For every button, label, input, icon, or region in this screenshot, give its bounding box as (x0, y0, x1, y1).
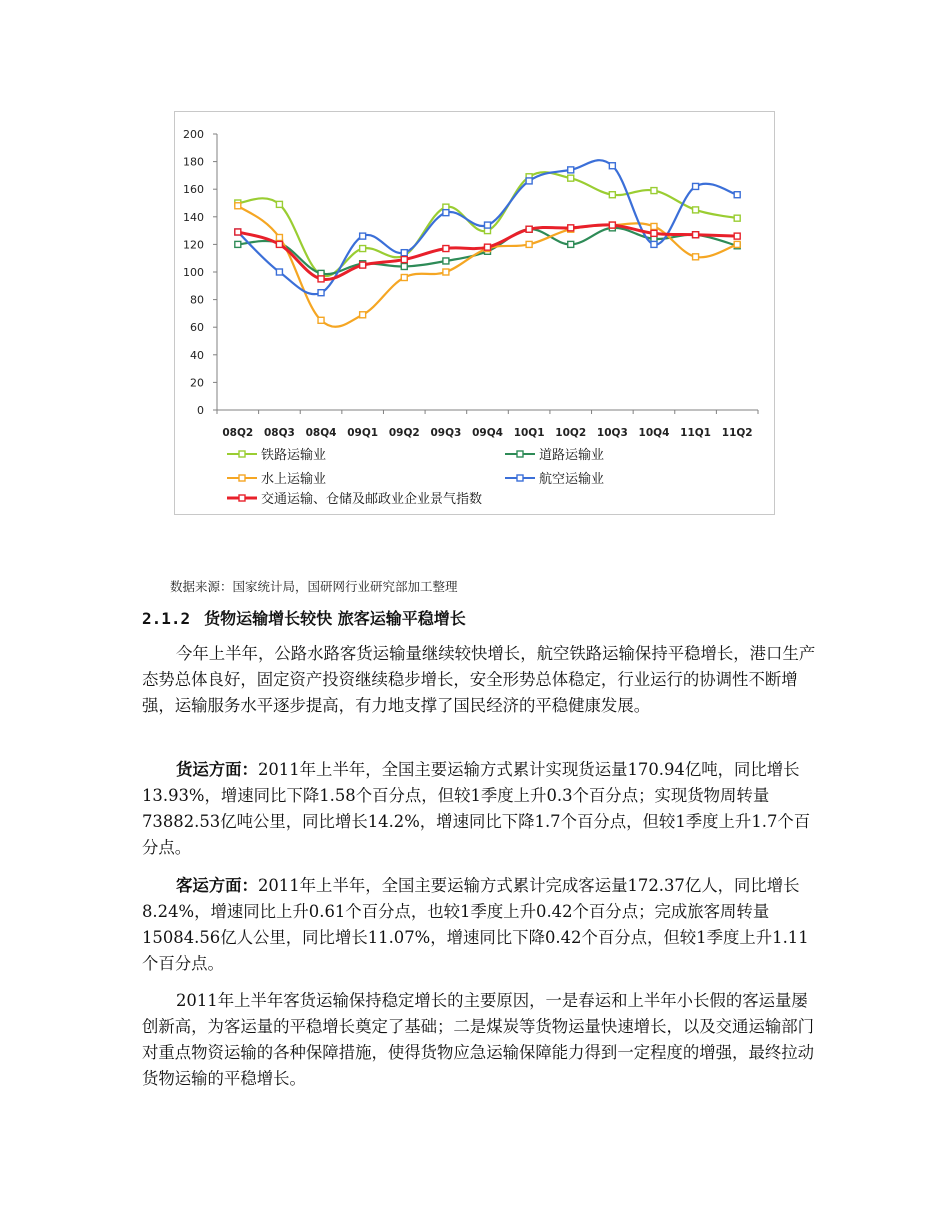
data-point (318, 290, 324, 296)
x-tick-label: 10Q3 (596, 427, 628, 439)
data-point (276, 201, 282, 207)
legend-swatch-marker (517, 475, 523, 481)
data-point (526, 226, 532, 232)
paragraph-overview (142, 641, 822, 719)
data-point (734, 215, 740, 221)
data-point (360, 262, 366, 268)
chart-canvas (175, 112, 776, 516)
data-point (360, 312, 366, 318)
data-point (734, 241, 740, 247)
paragraph-reasons (142, 988, 822, 1092)
data-point (568, 175, 574, 181)
data-point (693, 254, 699, 260)
data-point (443, 246, 449, 252)
data-point (526, 178, 532, 184)
freight-label: 货运方面： (176, 760, 258, 779)
data-point (693, 183, 699, 189)
data-point (651, 223, 657, 229)
y-tick-label: 60 (190, 321, 204, 335)
legend-label: 航空运输业 (539, 472, 605, 487)
data-point (401, 275, 407, 281)
paragraph-freight (142, 757, 822, 861)
legend-swatch-marker (239, 495, 245, 501)
section-title: 货物运输增长较快 旅客运输平稳增长 (204, 609, 466, 628)
x-tick-label: 10Q1 (513, 427, 545, 439)
data-point (318, 317, 324, 323)
y-tick-label: 140 (183, 210, 204, 224)
data-point (734, 192, 740, 198)
data-point (443, 269, 449, 275)
x-tick-label: 08Q3 (264, 427, 295, 439)
section-heading (142, 606, 466, 629)
y-tick-label: 40 (190, 348, 204, 362)
x-tick-label: 09Q2 (388, 427, 420, 439)
x-tick-label: 09Q4 (472, 427, 503, 439)
data-point (609, 222, 615, 228)
data-point (526, 241, 532, 247)
y-tick-label: 80 (190, 293, 204, 307)
data-point (568, 167, 574, 173)
data-point (609, 192, 615, 198)
section-number: 2.1.2 (142, 609, 191, 628)
legend-swatch-marker (517, 451, 523, 457)
paragraph-freight-text: 2011年上半年，全国主要运输方式累计实现货运量170.94亿吨，同比增长13.93%，增速同比下降1.58个百分点，但较1季度上升0.3个百分点；实现货物周转量73882.53亿吨公里，同比增长14.2%，增速同比下降1.7个百分点，但较1季度上升1.7个百分点。 (142, 760, 811, 857)
y-tick-label: 100 (183, 266, 204, 279)
paragraph-overview-text: 今年上半年，公路水路客货运输量继续较快增长，航空铁路运输保持平稳增长，港口生产态势总体良好，固定资产投资继续稳步增长，安全形势总体稳定，行业运行的协调性不断增强，运输服务水平逐步提高，有力地支撑了国民经济的平稳健康发展。 (142, 644, 816, 715)
data-point (401, 263, 407, 269)
x-tick-label: 09Q3 (430, 427, 462, 439)
data-point (609, 163, 615, 169)
legend-label: 交通运输、仓储及邮政业企业景气指数 (261, 492, 483, 507)
data-point (276, 269, 282, 275)
data-point (568, 241, 574, 247)
data-point (318, 276, 324, 282)
data-point (443, 258, 449, 264)
legend-swatch-marker (239, 451, 245, 457)
data-point (651, 188, 657, 194)
data-point (235, 241, 241, 247)
data-point (485, 244, 491, 250)
paragraph-passenger-text: 2011年上半年，全国主要运输方式累计完成客运量172.37亿人，同比增长8.24%，增速同比上升0.61个百分点，也较1季度上升0.42个百分点；完成旅客周转量15084.56亿人公里，同比增长11.07%，增速同比下降0.42个百分点，但较1季度上升1.11个百分点。 (142, 876, 809, 973)
data-point (693, 232, 699, 238)
data-point (568, 225, 574, 231)
data-point (401, 250, 407, 256)
data-source-note: 数据来源：国家统计局，国研网行业研究部加工整理 (170, 579, 458, 594)
x-tick-label: 09Q1 (347, 427, 379, 439)
y-tick-label: 120 (183, 238, 204, 252)
line-chart (174, 111, 775, 515)
data-point (734, 233, 740, 239)
x-tick-label: 08Q4 (305, 427, 337, 439)
y-tick-label: 160 (183, 183, 204, 197)
data-point (693, 207, 699, 213)
x-tick-label: 11Q1 (680, 427, 711, 439)
data-point (360, 233, 366, 239)
y-tick-label: 180 (183, 155, 204, 169)
legend-label: 道路运输业 (539, 448, 605, 463)
y-tick-label: 200 (183, 128, 204, 141)
legend-label: 铁路运输业 (261, 448, 327, 463)
data-point (651, 230, 657, 236)
data-point (235, 203, 241, 209)
x-tick-label: 11Q2 (721, 427, 753, 439)
passenger-label: 客运方面： (176, 876, 258, 895)
data-point (401, 257, 407, 263)
y-tick-label: 0 (197, 404, 204, 417)
data-point (443, 210, 449, 216)
data-point (485, 222, 491, 228)
x-tick-label: 10Q4 (638, 427, 670, 439)
data-point (360, 246, 366, 252)
paragraph-passenger (142, 873, 822, 977)
x-tick-label: 08Q2 (222, 427, 254, 439)
data-point (651, 241, 657, 247)
paragraph-reasons-text: 2011年上半年客货运输保持稳定增长的主要原因，一是春运和上半年小长假的客运量屡创新高，为客运量的平稳增长奠定了基础；二是煤炭等货物运量快速增长，以及交通运输部门对重点物资运输的各种保障措施，使得货物应急运输保障能力得到一定程度的增强，最终拉动货物运输的平稳增长。 (142, 991, 815, 1088)
legend-label: 水上运输业 (261, 472, 327, 487)
data-point (276, 235, 282, 241)
data-point (276, 241, 282, 247)
x-tick-label: 10Q2 (555, 427, 587, 439)
data-point (235, 229, 241, 235)
y-tick-label: 20 (190, 376, 204, 390)
legend-swatch-marker (239, 475, 245, 481)
